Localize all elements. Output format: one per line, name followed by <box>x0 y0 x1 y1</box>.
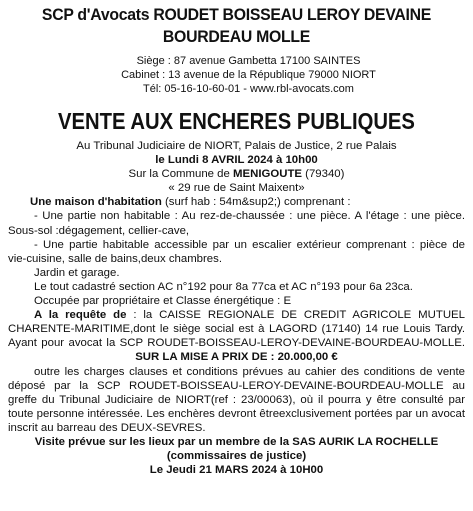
desc-line-1: - Une partie non habitable : Au rez-de-chaussée : une pièce. A l'étage : une pièce. <box>34 210 465 223</box>
visit-line-3: Le Jeudi 21 MARS 2024 à 10H00 <box>149 464 324 477</box>
requete-label: A la requête de <box>34 309 127 322</box>
requete-text: : la CAISSE REGIONALE DE CREDIT AGRICOLE MUTUEL <box>126 309 465 322</box>
conditions-line-4: toute personne intéressée. Les enchères devront êtreexclusivement portées par un avocat <box>8 407 465 420</box>
conditions-line-3: greffe du Tribunal Judiciaire de NIORT(ref : 23/00063), où il pourra y être consulté par <box>8 393 465 406</box>
desc-line-2: Sous-sol :dégagement, cellier-cave, <box>8 224 190 237</box>
visit-line-1: Visite prévue sur les lieux par un membre de la SAS AURIK LA ROCHELLE <box>34 435 439 448</box>
maison-rest: (surf hab : 54m&sup2;) comprenant : <box>161 196 351 209</box>
page-title: VENTE AUX ENCHERES PUBLIQUES <box>58 108 415 134</box>
conditions-line-2: déposé par la SCP ROUDET-BOISSEAU-LEROY-DEVAINE-BOURDEAU-MOLLE au <box>8 379 465 392</box>
desc-line-6: Le tout cadastré section AC n°192 pour 8a 77ca et AC n°193 pour 6a 23ca. <box>34 280 413 293</box>
firm-name-line2: BOURDEAU MOLLE <box>162 27 311 46</box>
starting-price: SUR LA MISE A PRIX DE : 20.000,00 € <box>135 351 338 364</box>
firm-name-line1: SCP d'Avocats ROUDET BOISSEAU LEROY DEVAINE <box>41 5 432 24</box>
requete-line-2: CHARENTE-MARITIME,dont le siège social est à LAGORD (17140) 14 rue Louis Tardy. <box>8 323 465 336</box>
commune-prefix: Sur la Commune de <box>128 168 234 181</box>
requete-line-3: Ayant pour avocat la SCP ROUDET-BOISSEAU-LEROY-DEVAINE-BOURDEAU-MOLLE. <box>8 337 465 350</box>
maison-line <box>8 195 465 209</box>
visit-line-2: (commissaires de justice) <box>166 450 307 463</box>
tribunal-line: Au Tribunal Judiciaire de NIORT, Palais de Justice, 2 rue Palais <box>76 140 397 152</box>
desc-line-7: Occupée par propriétaire et Classe énergétique : E <box>34 295 292 308</box>
phone-website: Tél: 05-16-10-60-01 - www.rbl-avocats.com <box>143 83 354 95</box>
commune-suffix: (79340) <box>302 168 345 181</box>
sale-date: le Lundi 8 AVRIL 2024 à 10h00 <box>155 154 318 167</box>
cabinet-address: Cabinet : 13 avenue de la République 79000 NIORT <box>121 69 376 81</box>
siege-address: Siège : 87 avenue Gambetta 17100 SAINTES <box>136 55 361 67</box>
commune-line <box>8 167 465 181</box>
commune-name: MENIGOUTE <box>233 168 302 181</box>
notice-body <box>8 139 465 477</box>
conditions-line-5: inscrit au barreau des DEUX-SEVRES. <box>8 421 206 434</box>
property-address: « 29 rue de Saint Maixent» <box>168 182 305 195</box>
desc-line-3: - Une partie habitable accessible par un escalier extérieur comprenant : pièce de <box>34 238 465 251</box>
desc-line-4: vie-cuisine, salle de bains,deux chambres. <box>8 252 223 265</box>
conditions-line-1: outre les charges clauses et conditions prévues au cahier des conditions de vente <box>34 365 465 378</box>
contact-block <box>32 54 465 96</box>
maison-label: Une maison d'habitation <box>30 196 162 209</box>
requete-line-1 <box>8 308 465 322</box>
desc-line-5: Jardin et garage. <box>34 266 120 279</box>
